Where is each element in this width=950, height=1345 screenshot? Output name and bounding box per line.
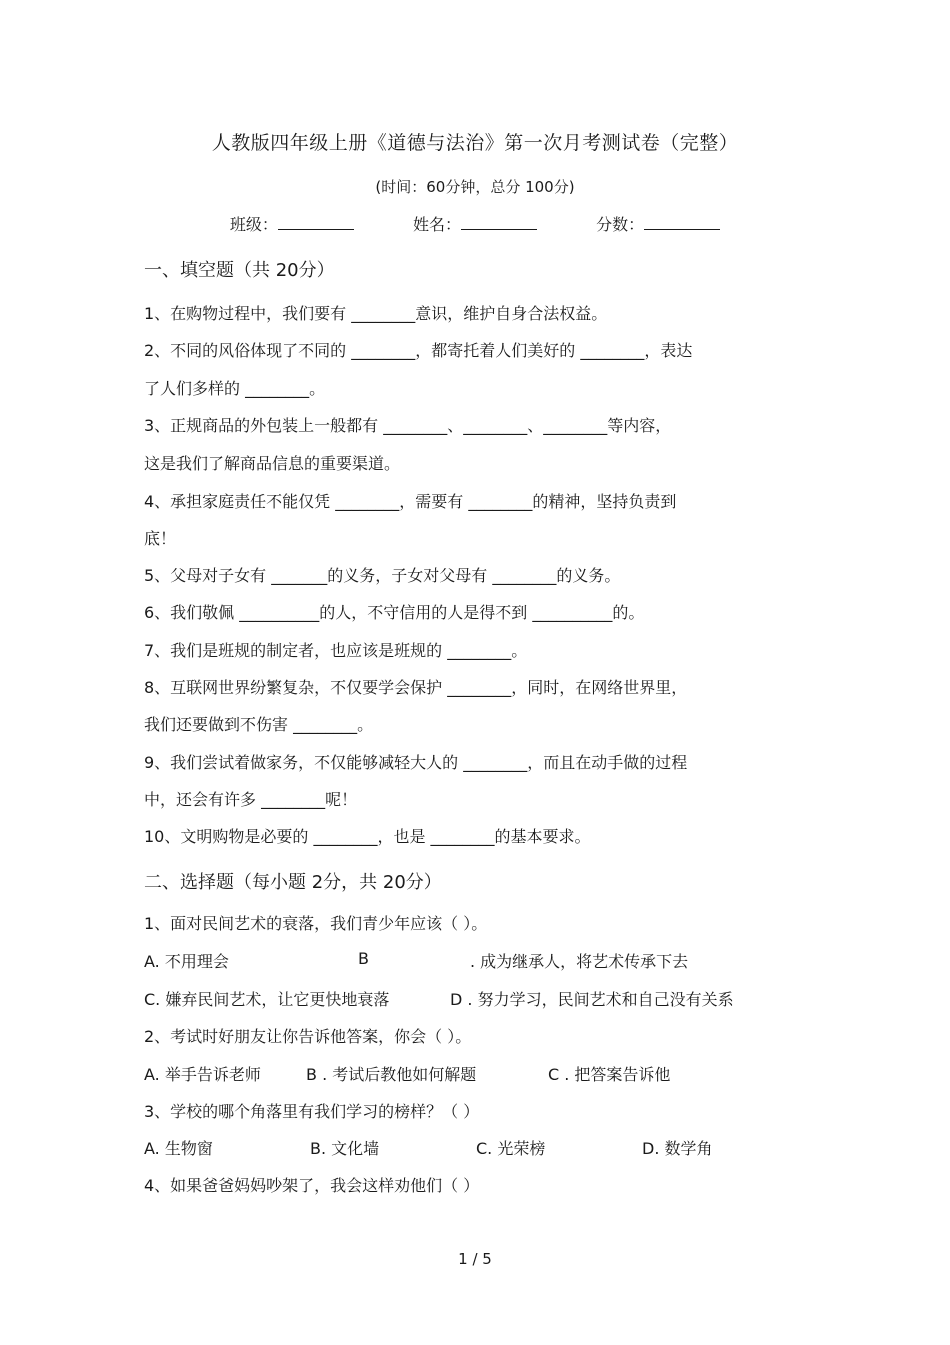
name-blank xyxy=(461,213,537,230)
s1-line: 我们还要做到不伤害 ________。 xyxy=(144,715,374,734)
section1-heading: 一、填空题（共 20分） xyxy=(144,260,335,281)
q3-option-d: D. 数学角 xyxy=(642,1139,713,1158)
s1-line: 1、在购物过程中，我们要有 ________意识，维护自身合法权益。 xyxy=(144,304,608,323)
q1-option-b-letter: B xyxy=(358,949,369,968)
score-field xyxy=(596,212,720,235)
q2-option-c: C . 把答案告诉他 xyxy=(548,1065,671,1084)
name-field xyxy=(413,212,537,235)
s1-line: 9、我们尝试着做家务，不仅能够减轻大人的 ________，而且在动手做的过程 xyxy=(144,753,688,772)
q1-stem: 1、面对民间艺术的衰落，我们青少年应该（ ）。 xyxy=(144,914,488,933)
s1-line: 中，还会有许多 ________呢！ xyxy=(144,790,358,809)
page-title: 人教版四年级上册《道德与法治》第一次月考测试卷（完整） xyxy=(211,132,739,154)
s1-line: 10、文明购物是必要的 ________，也是 ________的基本要求。 xyxy=(144,827,591,846)
q3-option-b: B. 文化墙 xyxy=(310,1139,380,1158)
q2-stem: 2、考试时好朋友让你告诉他答案，你会（ ）。 xyxy=(144,1027,472,1046)
s1-line: 3、正规商品的外包装上一般都有 ________、________、________等内容， xyxy=(144,416,672,435)
class-blank xyxy=(278,213,354,230)
s1-line: 4、承担家庭责任不能仅凭 ________，需要有 ________的精神，坚持负责到 xyxy=(144,492,677,511)
page-number: 1 / 5 xyxy=(458,1250,492,1268)
q1-option-a: A. 不用理会 xyxy=(144,952,229,971)
exam-subtitle: (时间：60分钟，总分 100分) xyxy=(375,178,575,196)
s1-line: 5、父母对子女有 _______的义务，子女对父母有 ________的义务。 xyxy=(144,566,621,585)
q1-option-b-text: . 成为继承人，将艺术传承下去 xyxy=(470,952,689,971)
q1-option-c: C. 嫌弃民间艺术，让它更快地衰落 xyxy=(144,990,390,1009)
s1-line: 6、我们敬佩 __________的人，不守信用的人是得不到 __________的。 xyxy=(144,603,645,622)
s1-line: 底！ xyxy=(144,529,177,548)
q4-stem: 4、如果爸爸妈妈吵架了，我会这样劝他们（ ） xyxy=(144,1176,480,1195)
score-blank xyxy=(644,213,720,230)
s1-line: 7、我们是班规的制定者，也应该是班规的 ________。 xyxy=(144,641,528,660)
class-field xyxy=(230,212,354,235)
s1-line: 了人们多样的 ________。 xyxy=(144,379,326,398)
q3-stem: 3、学校的哪个角落里有我们学习的榜样？（ ） xyxy=(144,1102,480,1121)
s1-line: 2、不同的风俗体现了不同的 ________，都寄托着人们美好的 ________，表达 xyxy=(144,341,693,360)
class-label: 班级： xyxy=(229,215,278,234)
q3-option-a: A. 生物窗 xyxy=(144,1139,213,1158)
q2-option-a: A. 举手告诉老师 xyxy=(144,1065,261,1084)
q2-option-b: B . 考试后教他如何解题 xyxy=(306,1065,477,1084)
score-label: 分数： xyxy=(596,215,645,234)
s1-line: 这是我们了解商品信息的重要渠道。 xyxy=(144,454,401,473)
section2-heading: 二、选择题（每小题 2分，共 20分） xyxy=(144,872,442,893)
s1-line: 8、互联网世界纷繁复杂，不仅要学会保护 ________，同时，在网络世界里， xyxy=(144,678,688,697)
q3-option-c: C. 光荣榜 xyxy=(476,1139,546,1158)
student-info-row xyxy=(0,212,950,235)
name-label: 姓名： xyxy=(412,215,461,234)
q1-option-d: D . 努力学习，民间艺术和自己没有关系 xyxy=(450,990,734,1009)
